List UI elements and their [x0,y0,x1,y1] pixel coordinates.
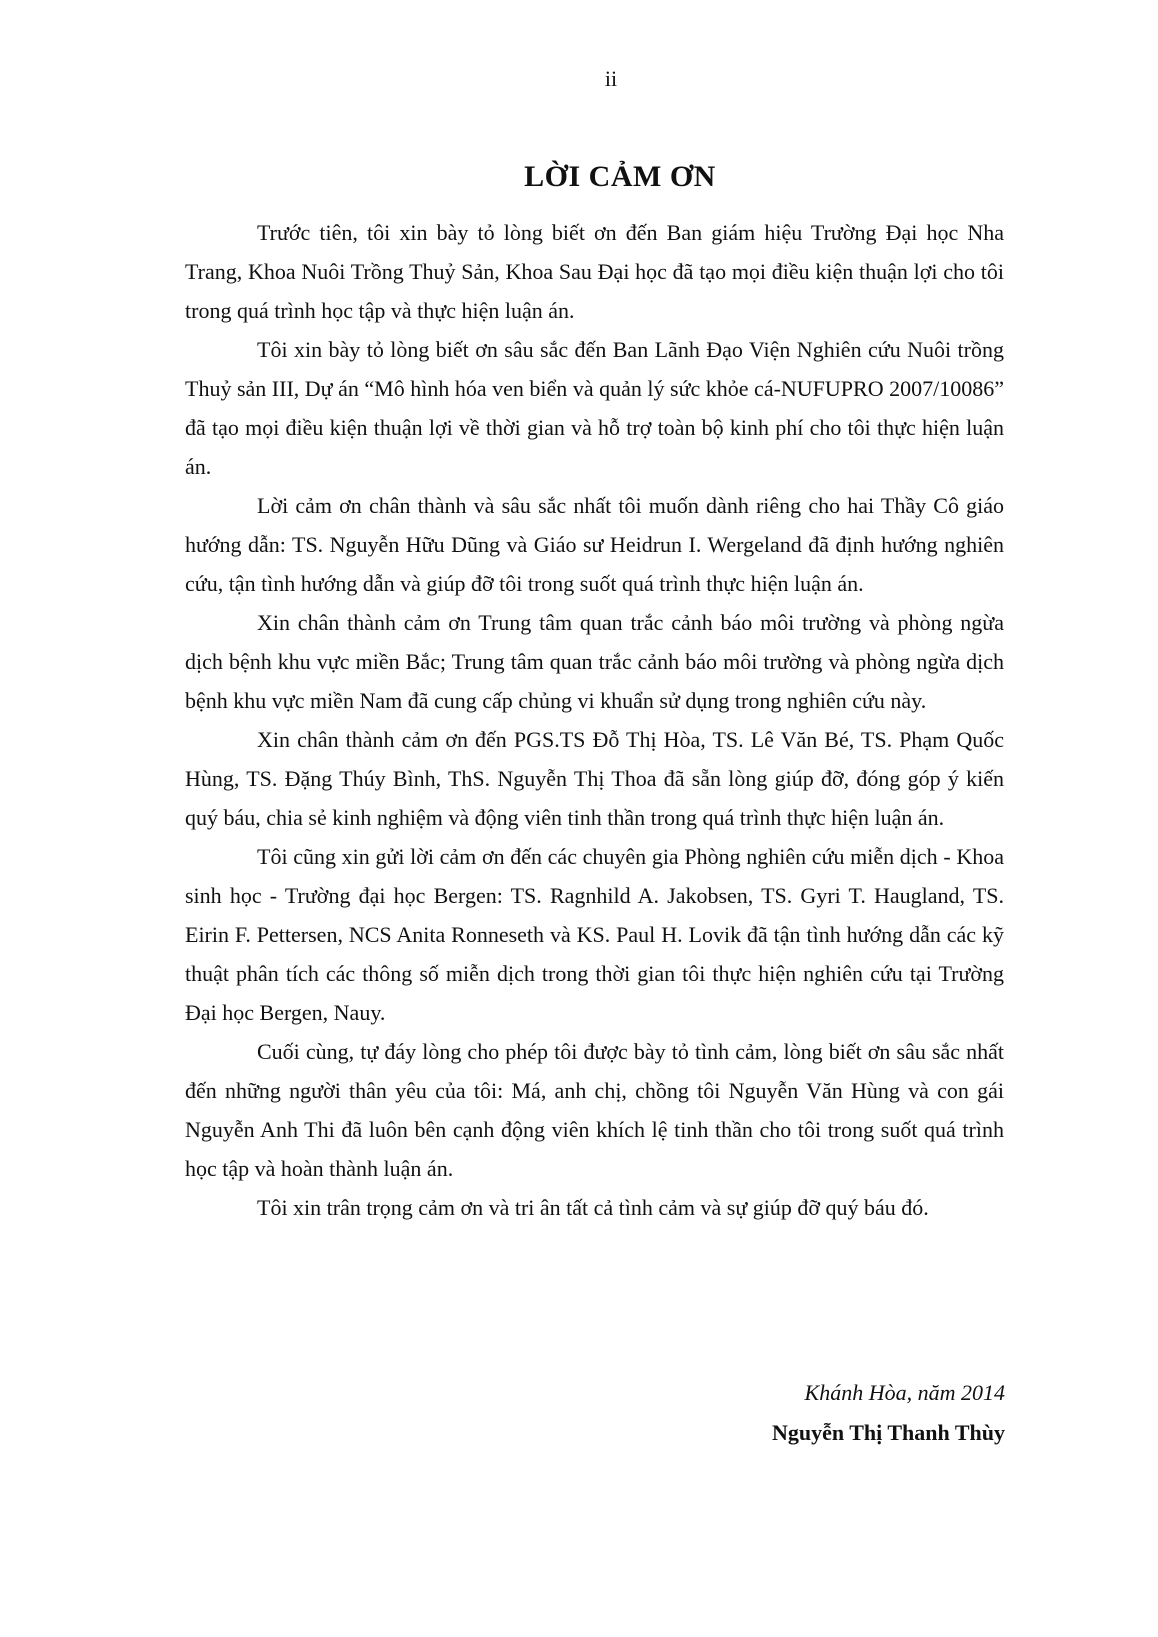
place-date: Khánh Hòa, năm 2014 [804,1380,1005,1405]
paragraph-monitoring-centers: Xin chân thành cảm ơn Trung tâm quan trắc cảnh báo môi trường và phòng ngừa dịch bệnh khu vực miền Bắc; Trung tâm quan trắc cảnh báo môi trường và phòng ngừa dịch bệnh khu vực miền Nam đã cung cấp chủng vi khuẩn sử dụng trong nghiên cứu này. [185,610,1004,713]
author-name: Nguyễn Thị Thanh Thùy [772,1420,1005,1445]
paragraph-university: Trước tiên, tôi xin bày tỏ lòng biết ơn đến Ban giám hiệu Trường Đại học Nha Trang, Khoa Nuôi Trồng Thuỷ Sản, Khoa Sau Đại học đã tạo mọi điều kiện thuận lợi cho tôi trong quá trình học tập và thực hiện luận án. [185,220,1004,323]
paragraph-supervisors: Lời cảm ơn chân thành và sâu sắc nhất tôi muốn dành riêng cho hai Thầy Cô giáo hướng dẫn: TS. Nguyễn Hữu Dũng và Giáo sư Heidrun I. Wergeland đã định hướng nghiên cứu, tận tình hướng dẫn và giúp đỡ tôi trong suốt quá trình thực hiện luận án. [185,493,1004,596]
page-title: LỜI CẢM ƠN [524,160,716,193]
paragraph-institute: Tôi xin bày tỏ lòng biết ơn sâu sắc đến Ban Lãnh Đạo Viện Nghiên cứu Nuôi trồng Thuỷ sản III, Dự án “Mô hình hóa ven biển và quản lý sức khỏe cá-NUFUPRO 2007/10086” đã tạo mọi điều kiện thuận lợi về thời gian và hỗ trợ toàn bộ kinh phí cho tôi thực hiện luận án. [185,337,1004,479]
paragraph-bergen: Tôi cũng xin gửi lời cảm ơn đến các chuyên gia Phòng nghiên cứu miễn dịch - Khoa sinh học - Trường đại học Bergen: TS. Ragnhild A. Jakobsen, TS. Gyri T. Haugland, TS. Eirin F. Pettersen, NCS Anita Ronneseth và KS. Paul H. Lovik đã tận tình hướng dẫn các kỹ thuật phân tích các thông số miễn dịch trong thời gian tôi thực hiện nghiên cứu tại Trường Đại học Bergen, Nauy. [185,844,1004,1025]
paragraph-closing: Tôi xin trân trọng cảm ơn và tri ân tất cả tình cảm và sự giúp đỡ quý báu đó. [257,1195,929,1220]
acknowledgement-body [185,213,1004,1227]
page-number: ii [604,66,618,91]
paragraph-family: Cuối cùng, tự đáy lòng cho phép tôi được bày tỏ tình cảm, lòng biết ơn sâu sắc nhất đến những người thân yêu của tôi: Má, anh chị, chồng tôi Nguyễn Văn Hùng và con gái Nguyễn Anh Thi đã luôn bên cạnh động viên khích lệ tinh thần cho tôi trong suốt quá trình học tập và hoàn thành luận án. [185,1039,1004,1181]
paragraph-colleagues: Xin chân thành cảm ơn đến PGS.TS Đỗ Thị Hòa, TS. Lê Văn Bé, TS. Phạm Quốc Hùng, TS. Đặng Thúy Bình, ThS. Nguyễn Thị Thoa đã sẵn lòng giúp đỡ, đóng góp ý kiến quý báu, chia sẻ kinh nghiệm và động viên tinh thần trong quá trình thực hiện luận án. [185,727,1004,830]
